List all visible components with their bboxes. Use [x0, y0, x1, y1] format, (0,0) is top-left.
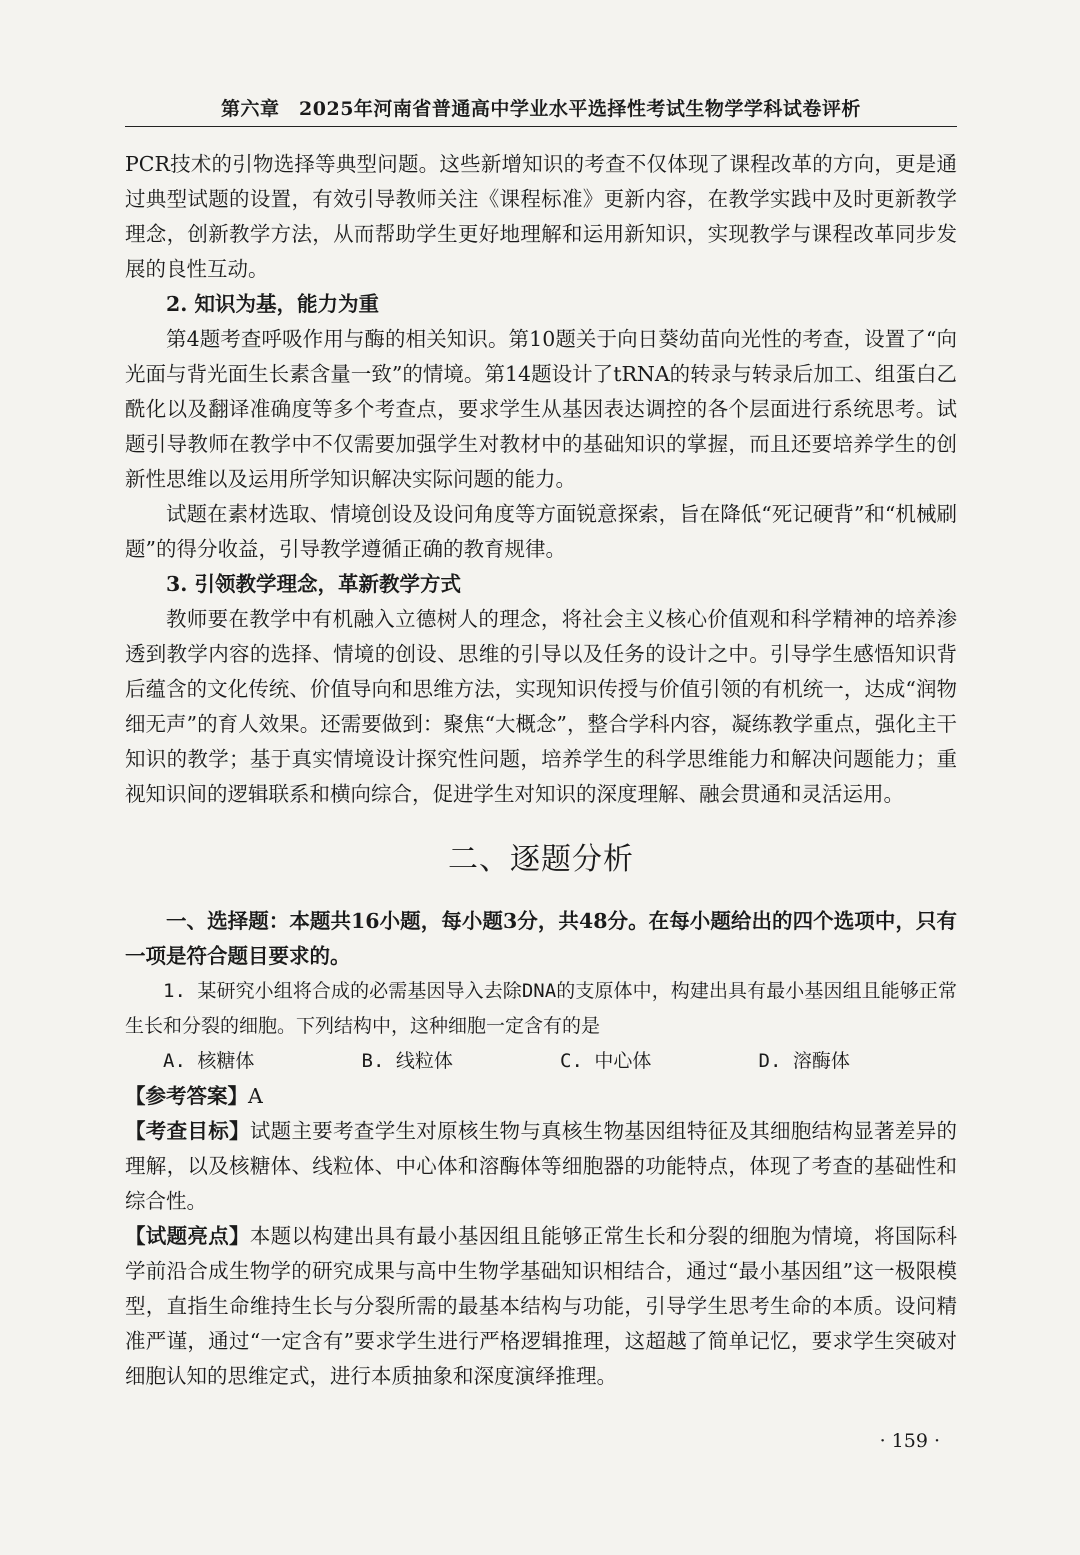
highlight-tag: 【试题亮点】 [125, 1224, 250, 1248]
paragraph: PCR技术的引物选择等典型问题。这些新增知识的考查不仅体现了课程改革的方向，更是通过典型试题的设置，有效引导教师关注《课程标准》更新内容，在教学实践中及时更新教学理念，创新教学方法，从而帮助学生更好地理解和运用新知识，实现教学与课程改革同步发展的良性互动。 [125, 152, 957, 281]
paragraph: 试题在素材选取、情境创设及设问角度等方面锐意探索，旨在降低“死记硬背”和“机械刷题”的得分收益，引导教学遵循正确的教育规律。 [125, 502, 957, 561]
target-paragraph [125, 1114, 957, 1219]
subheading: 3. 引领教学理念，革新教学方式 [166, 572, 462, 596]
answer-tag: 【参考答案】 [125, 1084, 248, 1108]
paragraph: 教师要在教学中有机融入立德树人的理念，将社会主义核心价值观和科学精神的培养渗透到教学内容的选择、情境的创设、思维的引导以及任务的设计之中。引导学生感悟知识背后蕴含的文化传统、价值导向和思维方法，实现知识传授与价值引领的有机统一，达成“润物细无声”的育人效果。还需要做到：聚焦“大概念”，整合学科内容，凝练教学重点，强化主干知识的教学；基于真实情境设计探究性问题，培养学生的科学思维能力和解决问题能力；重视知识间的逻辑联系和横向综合，促进学生对知识的深度理解、融会贯通和灵活运用。 [125, 607, 957, 806]
subheading: 2. 知识为基，能力为重 [166, 292, 380, 316]
answer-line [125, 1079, 957, 1114]
option-a: A. 核糖体 [163, 1050, 255, 1072]
target-text: 试题主要考查学生对原核生物与真核生物基因组特征及其细胞结构显著差异的理解，以及核糖体、线粒体、中心体和溶酶体等细胞器的功能特点，体现了考查的基础性和综合性。 [125, 1119, 958, 1213]
question-options [125, 1044, 957, 1079]
header-rule [125, 126, 957, 127]
target-tag: 【考查目标】 [125, 1119, 250, 1143]
option-d: D. 溶酶体 [758, 1050, 850, 1072]
option-b: B. 线粒体 [361, 1050, 453, 1072]
highlight-paragraph [125, 1219, 957, 1394]
running-header: 第六章 2025年河南省普通高中学业水平选择性考试生物学学科试卷评析 [221, 98, 861, 120]
part-instructions: 一、选择题：本题共16小题，每小题3分，共48分。在每小题给出的四个选项中，只有一项是符合题目要求的。 [125, 909, 957, 968]
question-stem: 1. 某研究小组将合成的必需基因导入去除DNA的支原体中，构建出具有最小基因组且能够正常生长和分裂的细胞。下列结构中，这种细胞一定含有的是 [125, 980, 957, 1037]
option-c: C. 中心体 [560, 1050, 652, 1072]
section-title: 二、逐题分析 [448, 842, 634, 877]
paragraph: 第4题考查呼吸作用与酶的相关知识。第10题关于向日葵幼苗向光性的考查，设置了“向光面与背光面生长素含量一致”的情境。第14题设计了tRNA的转录与转录后加工、组蛋白乙酰化以及翻译准确度等多个考查点，要求学生从基因表达调控的各个层面进行系统思考。试题引导教师在教学中不仅需要加强学生对教材中的基础知识的掌握，而且还要培养学生的创新性思维以及运用所学知识解决实际问题的能力。 [125, 327, 957, 491]
highlight-text: 本题以构建出具有最小基因组且能够正常生长和分裂的细胞为情境，将国际科学前沿合成生物学的研究成果与高中生物学基础知识相结合，通过“最小基因组”这一极限模型，直指生命维持生长与分裂所需的最基本结构与功能，引导学生思考生命的本质。设问精准严谨，通过“一定含有”要求学生进行严格逻辑推理，这超越了简单记忆，要求学生突破对细胞认知的思维定式，进行本质抽象和深度演绎推理。 [125, 1224, 958, 1388]
answer-value: A [248, 1084, 263, 1108]
page-number: · 159 · [879, 1430, 940, 1452]
body-text [125, 147, 957, 1394]
